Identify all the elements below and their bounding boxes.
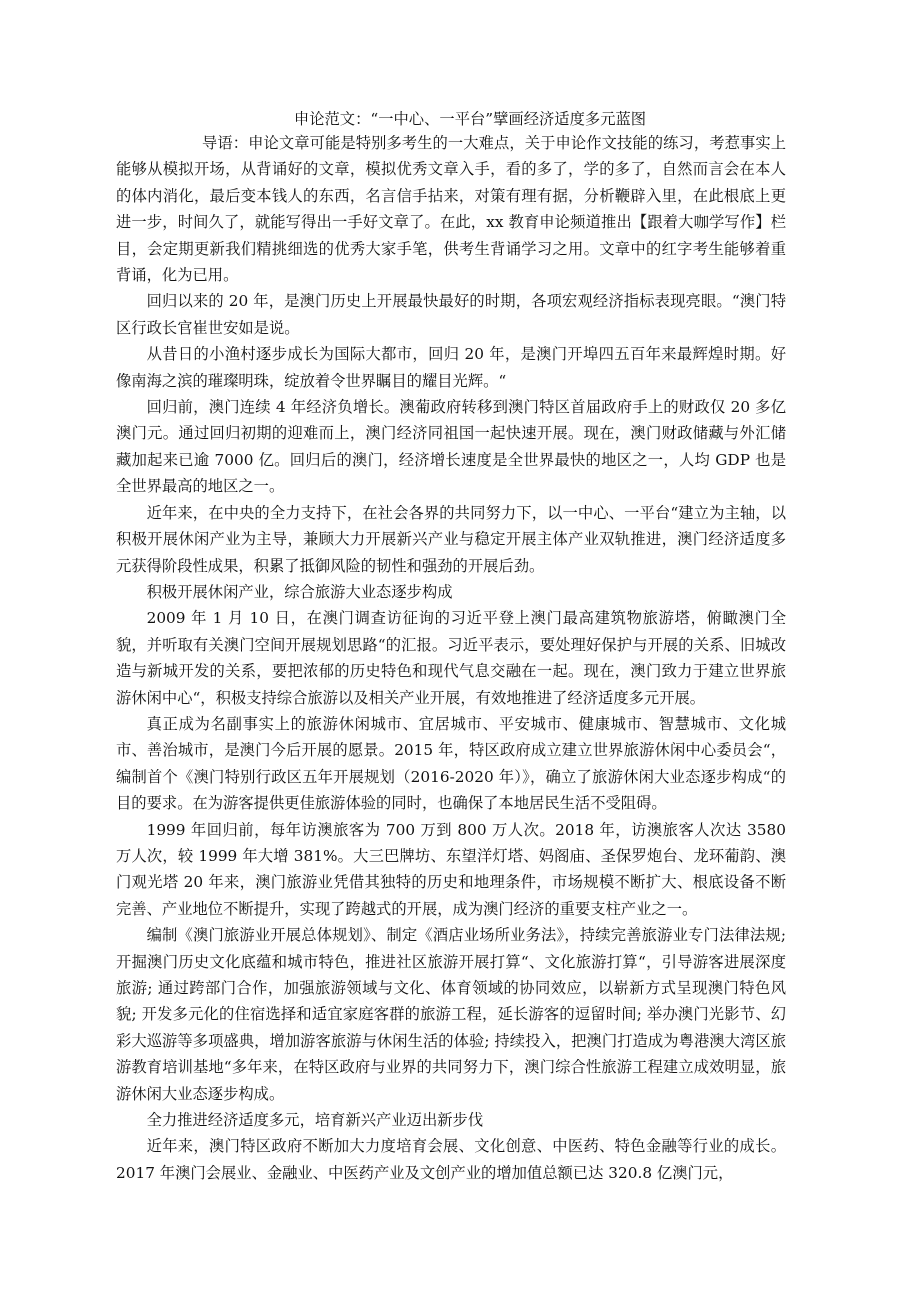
paragraph-2009-visit: 2009 年 1 月 10 日，在澳门调查访征询的习近平登上澳门最高建筑物旅游塔，俯瞰澳门全貌，并听取有关澳门空间开展规划思路“的汇报。习近平表示，要处理好保护与开展的关系、旧城改造与新城开发的关系，要把浓郁的历史特色和现代气息交融在一起。现在，澳门致力于建立世界旅游休闲中心“，积极支持综合旅游以及相关产业开展，有效地推进了经济适度多元开展。 <box>116 609 786 707</box>
document-title: 申论范文：“一中心、一平台”擘画经济适度多元蓝图 <box>293 110 647 128</box>
intro-paragraph: 导语：申论文章可能是特别多考生的一大难点，关于申论作文技能的练习，考惹事实上能够从模拟开场，从背诵好的文章，模拟优秀文章入手，看的多了，学的多了，自然而言会在本人的体内消化，最后变本钱人的东西，名言信手拈来，对策有理有据，分析鞭辟入里，在此根底上更进一步，时间久了，就能写得出一手好文章了。在此，xx 教育申论频道推出【跟着大咖学写作】栏目，会定期更新我们精挑细选的优秀大家手笔，供考生背诵学习之用。文章中的红字考生能够着重背诵，化为已用。 <box>116 134 786 285</box>
section-heading-leisure: 积极开展休闲产业，综合旅游大业态逐步构成 <box>146 582 453 601</box>
paragraph-tourism-measures: 编制《澳门旅游业开展总体规划》、制定《酒店业场所业务法》，持续完善旅游业专门法律法规; 开掘澳门历史文化底蕴和城市特色，推进社区旅游开展打算“、文化旅游打算“，引导游客进展深度旅游; 通过跨部门合作，加强旅游领域与文化、体育领域的协同效应，以崭新方式呈现澳门特色风貌; 开发多元化的住宿选择和适宜家庭客群的旅游工程，延长游客的逗留时间; 举办澳门光影节、幻彩大巡游等多项盛典，增加游客旅游与休闲生活的体验; 持续投入，把澳门打造成为粤港澳大湾区旅游教育培训基地“多年来，在特区政府与业界的共同努力下，澳门综合性旅游工程建立成效明显，旅游休闲大业态逐步构成。 <box>116 926 786 1103</box>
paragraph-city-vision: 真正成为名副事实上的旅游休闲城市、宜居城市、平安城市、健康城市、智慧城市、文化城市、善治城市，是澳门今后开展的愿景。2015 年，特区政府成立建立世界旅游休闲中心委员会“，编制首个《澳门特别行政区五年开展规划（2016-2020 年）》，确立了旅游休闲大业态逐步构成“的目的要求。在为游客提供更佳旅游体验的同时，也确保了本地居民生活不受阻碍。 <box>116 714 786 813</box>
paragraph-tourist-numbers: 1999 年回归前，每年访澳旅客为 700 万到 800 万人次。2018 年，访澳旅客人次达 3580 万人次，较 1999 年大增 381%。大三巴牌坊、东望洋灯塔、妈阁庙、圣保罗炮台、龙环葡韵、澳门观光塔 20 年来，澳门旅游业凭借其独特的历史和地理条件，市场规模不断扩大、根底设备不断完善、产业地位不断提升，实现了跨越式的开展，成为澳门经济的重要支柱产业之一。 <box>116 820 786 918</box>
section-heading-diversification: 全力推进经济适度多元，培育新兴产业迈出新步伐 <box>146 1111 484 1130</box>
paragraph-before-return: 回归前，澳门连续 4 年经济负增长。澳葡政府转移到澳门特区首届政府手上的财政仅 20 多亿澳门元。通过回归初期的迎难而上，澳门经济同祖国一起快速开展。现在，澳门财政储藏与外汇储藏加起来已逾 7000 亿。回归后的澳门，经济增长速度是全世界最快的地区之一，人均 GDP 也是全世界最高的地区之一。 <box>116 398 786 496</box>
paragraph-fishing-village: 从昔日的小渔村逐步成长为国际大都市，回归 20 年，是澳门开埠四五百年来最辉煌时期。好像南海之滨的璀璨明珠，绽放着令世界瞩目的耀目光辉。“ <box>116 345 786 390</box>
paragraph-emerging-industries: 近年来，澳门特区政府不断加大力度培育会展、文化创意、中医药、特色金融等行业的成长。2017 年澳门会展业、金融业、中医药产业及文创产业的增加值总额已达 320.8 亿澳门元， <box>116 1137 786 1182</box>
paragraph-recent-years: 近年来，在中央的全力支持下，在社会各界的共同努力下，以一中心、一平台“建立为主轴，以积极开展休闲产业为主导，兼顾大力开展新兴产业与稳定开展主体产业双轨推进，澳门经济适度多元获得阶段性成果，积累了抵御风险的韧性和强劲的开展后劲。 <box>116 503 786 575</box>
document-page <box>116 108 786 1186</box>
paragraph-quote-leader: 回归以来的 20 年，是澳门历史上开展最快最好的时期，各项宏观经济指标表现亮眼。“澳门特区行政长官崔世安如是说。 <box>116 292 786 337</box>
